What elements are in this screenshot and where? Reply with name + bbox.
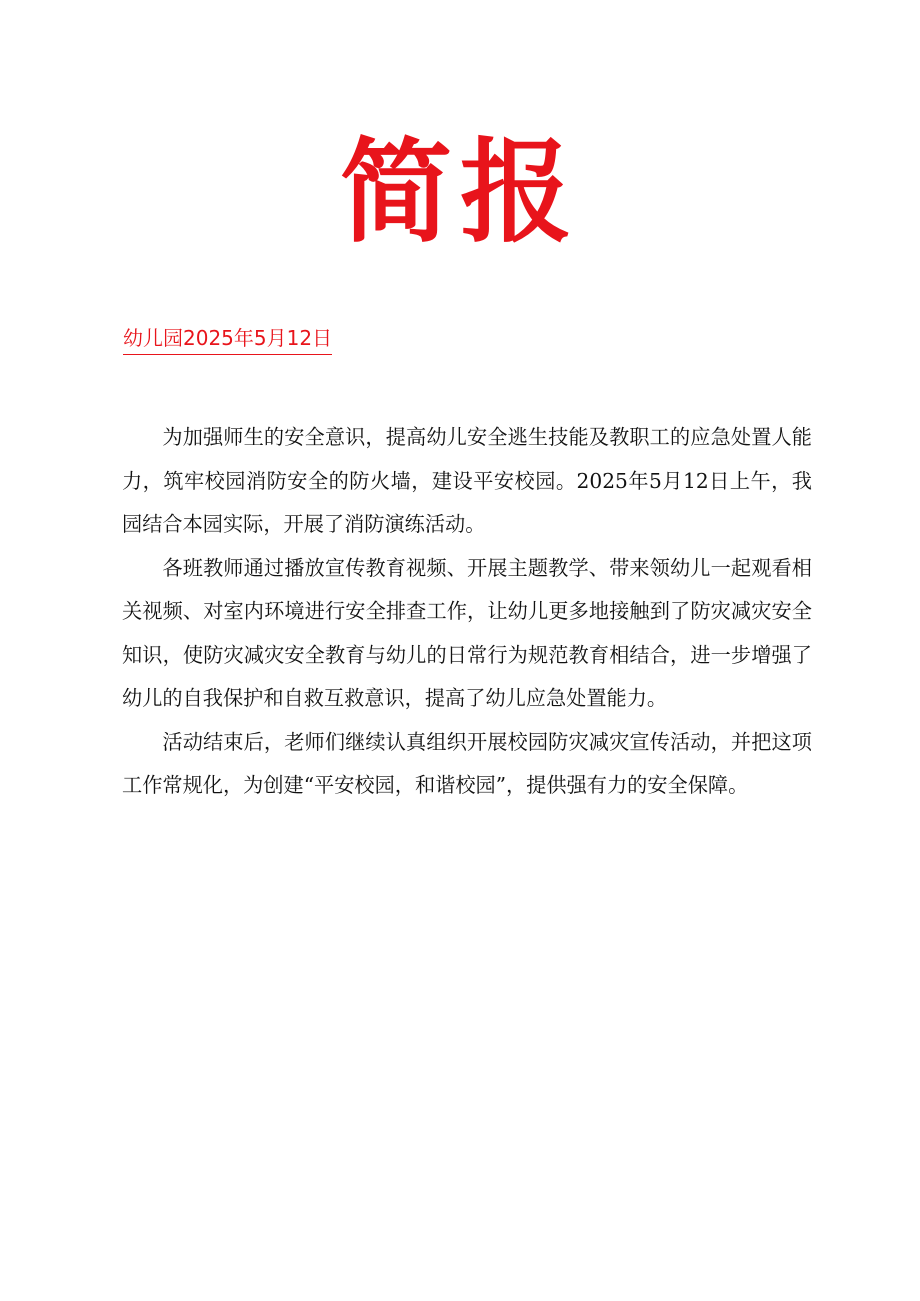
body-paragraph-1: 为加强师生的安全意识，提高幼儿安全逃生技能及教职工的应急处置人能力，筑牢校园消防安全的防火墙，建设平安校园。2025年5月12日上午，我园结合本园实际，开展了消防演练活动。 — [122, 425, 812, 536]
document-body — [122, 416, 812, 808]
document-header-date: 幼儿园2025年5月12日 — [123, 322, 332, 355]
body-paragraph-3: 活动结束后，老师们继续认真组织开展校园防灾减灾宣传活动，并把这项工作常规化，为创建“平安校园，和谐校园”，提供强有力的安全保障。 — [122, 729, 812, 797]
document-title: 简报 — [340, 127, 580, 258]
body-paragraph-2: 各班教师通过播放宣传教育视频、开展主题教学、带来领幼儿一起观看相关视频、对室内环境进行安全排查工作，让幼儿更多地接触到了防灾减灾安全知识，使防灾减灾安全教育与幼儿的日常行为规范教育相结合，进一步增强了幼儿的自我保护和自救互救意识，提高了幼儿应急处置能力。 — [122, 555, 812, 710]
